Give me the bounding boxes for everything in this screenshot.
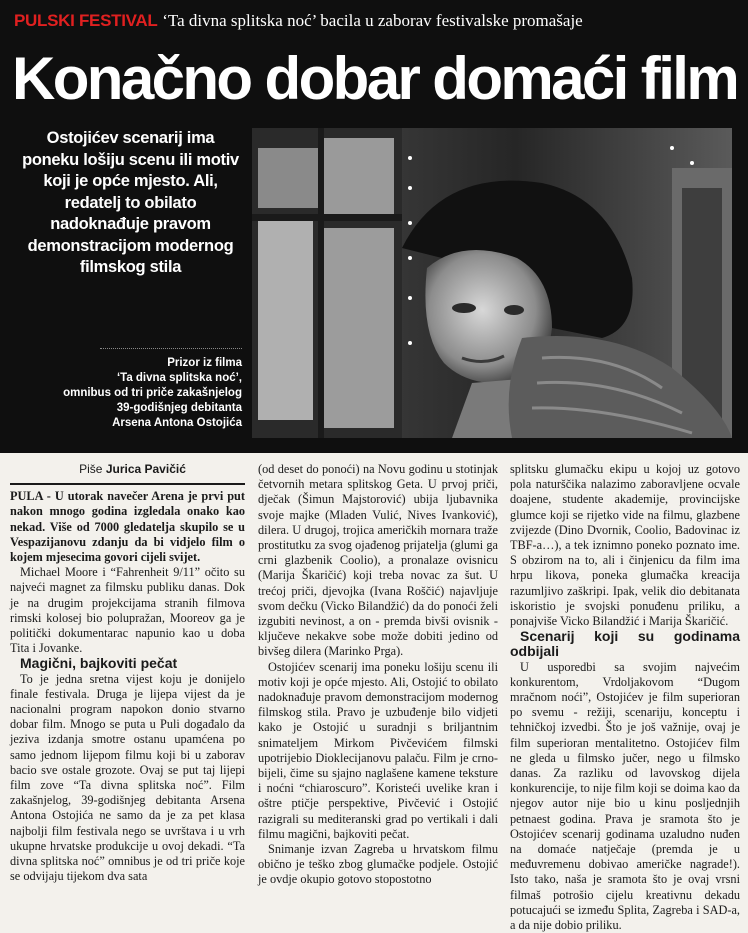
caption-line: Arsena Antona Ostojića (112, 417, 242, 429)
film-still-illustration (252, 128, 732, 438)
paragraph: To je jedna sretna vijest koju je donijelo finale festivala. Druga je lijepa vijest da je nacionalni program napokon donio stvarno dobar film. Mnogo se puta u Puli događalo da jeziva izdanja smotre ostanu upamćena po samo jednom lijepom filmu koji bi u zaborav bacio sve ostale grozote. Ovaj se put taj lijepi film zove “Ta divna splitska noć”. Film zakašnjelog, 39-godišnjeg debitanta Arsena Antona Ostojića ne samo da je za pet klasa najbolji film festivala nego se uvrštava i u vrh ukupne hrvatske produkcije u ovoj dekadi. “Ta divna splitska noć” omnibus je od tri priče koje se odvijaju tijekom dva sata (10, 671, 245, 884)
byline (10, 462, 245, 477)
caption-divider (100, 348, 242, 349)
byline-author: Jurica Pavičić (105, 462, 186, 476)
caption-line: 39-godišnjeg debitanta (116, 402, 242, 414)
paragraph: Michael Moore i “Fahrenheit 9/11” očito su najveći magnet za filmsku publiku danas. Dok je na drugim projekcijama stranih filmova rimski kolosej bio polupražan, Mooreov ga je politički dokumentarac napunio kao u doba Tita i Jovanke. (10, 565, 245, 656)
photo-caption (20, 356, 242, 431)
headline: Konačno dobar domaći film (12, 45, 738, 112)
paragraph: Ostojićev scenarij ima poneku lošiju scenu ili motiv koji je opće mjesto. Ali, Ostojić to obilato nadoknađuje pravom demonstracijom modernog filmskog stila. Pravo je uzbuđenje bilo vidjeti kako je Ostojić u suradnji s briljantnim snimateljem Mirkom Pivčevićem filmski upotrijebio Dioklecijanovu palaču. Film je crno-bijeli, čime su sjajno naglašene kamene teksture i noćni “chiaroscuro”. Koristeći uvelike kran i oštre ptičje perspektive, Pivčević i Ostojić razigrali su mediteranski grad po vertikali i dali filmu magični, bajkoviti pečat. (258, 659, 498, 841)
subheading: Magični, bajkoviti pečat (20, 655, 178, 672)
paragraph: (od deset do ponoći) na Novu godinu u stotinjak četvornih metara splitskog Geta. U prvoj priči, dječak (Šimun Majstorović) ubija ljubavnika svoje majke (Mladen Vulić, Nives Ivanković), dilera. U drugoj, trojica američkih mornara traže prostitutku za svog ojađenog prijatelja (glumi ga crni glazbenik Coolio), a pronalaze ovisnicu (Marija Škaričić) koji treba novac za šut. U trećoj priči, djevojka (Ivana Roščić) najavljuje svom dečku (Vicko Bilandžić) da do ponoći želi izgubiti nevinost, a on - premda bivši ovisnik - ključeve nekakve sobe može dobiti jedino od bivšeg dilera (Marinko Prga). (258, 462, 498, 659)
film-still-photo (252, 128, 732, 438)
section-tag: PULSKI FESTIVAL (14, 11, 158, 30)
kicker-subtitle: ‘Ta divna splitska noć’ bacila u zaborav festivalske promašaje (162, 11, 583, 30)
lead-paragraph: Ostojićev scenarij ima poneku lošiju scenu ili motiv koji je opće mjesto. Ali, redatelj to obilato nadoknađuje pravom demonstracijom modernog filmskog stila (22, 129, 239, 276)
article-column-1 (10, 462, 245, 884)
article-body (0, 462, 748, 933)
intro-paragraph: PULA - U utorak navečer Arena je prvi put nakon mnogo godina izgledala onako kao nekad. Više od 7000 gledatelja skupilo se u Vespazijanovu zdanju da bi vidjelo film o kojem mjesecima govori cijeli svijet. (10, 483, 245, 565)
article-column-2 (258, 462, 498, 888)
caption-line: ‘Ta divna splitska noć’, (116, 372, 242, 384)
byline-prefix: Piše (79, 462, 103, 476)
subheading: Scenarij koji su godinama odbijali (510, 628, 740, 660)
paragraph: Snimanje izvan Zagreba u hrvatskom filmu obično je teško zbog glumačke podjele. Ostojić je ovdje okupio gotovo stopostotno (258, 842, 498, 887)
paragraph: splitsku glumačku ekipu u kojoj uz gotovo pola naturščika nalazimo zaboravljene ocvale doajene, studente akademije, provincijske glumce koji se rijetko vide na filmu, glazbene zvijezde (Dino Dvornik, Coolio, Badovinac iz TBF-a…), a tek iznimno poneko poznato ime. S obzirom na to, ali i činjenicu da film ima hrpu likova, poneka glumačka kreacija razumljivo zaškripi. Ipak, velik dio debitanata iskoristio je svojski ponuđenu priliku, a ponajviše Vicko Bilandžić i Marija Škaričić. (510, 462, 740, 629)
paragraph: U usporedbi sa svojim najvećim konkurentom, Vrdoljakovom “Dugom mračnom noći”, Ostojićev je film superioran po svemu - režiji, scenariju, konceptu i tehničkoj izvedbi. Što je još važnije, ovaj je film superioran mentalitetno. Ostojićev film ne gleda u filmsko jučer, nego u filmsko danas. Za razliku od lavovskog dijela konkurencije, to nije film koji se doima kao da njegov autor nije bio u kinu posljednjih petnaest godina. Prava je sramota što je Ostojićev scenarij godinama uzaludno nuđen na domaće natječaje (premda je u međuvremenu dobivao američke nagrade!). Isto tako, naša je sramota što je ovaj vrsni filmaš potrošio cijelu kreativnu dekadu potucajući se između Splita, Zagreba i SAD-a, a da nije dobio priliku. (510, 659, 740, 933)
article-column-3 (510, 462, 740, 933)
caption-line: Prizor iz filma (167, 357, 242, 369)
caption-line: omnibus od tri priče zakašnjelog (63, 387, 242, 399)
kicker (14, 10, 583, 32)
